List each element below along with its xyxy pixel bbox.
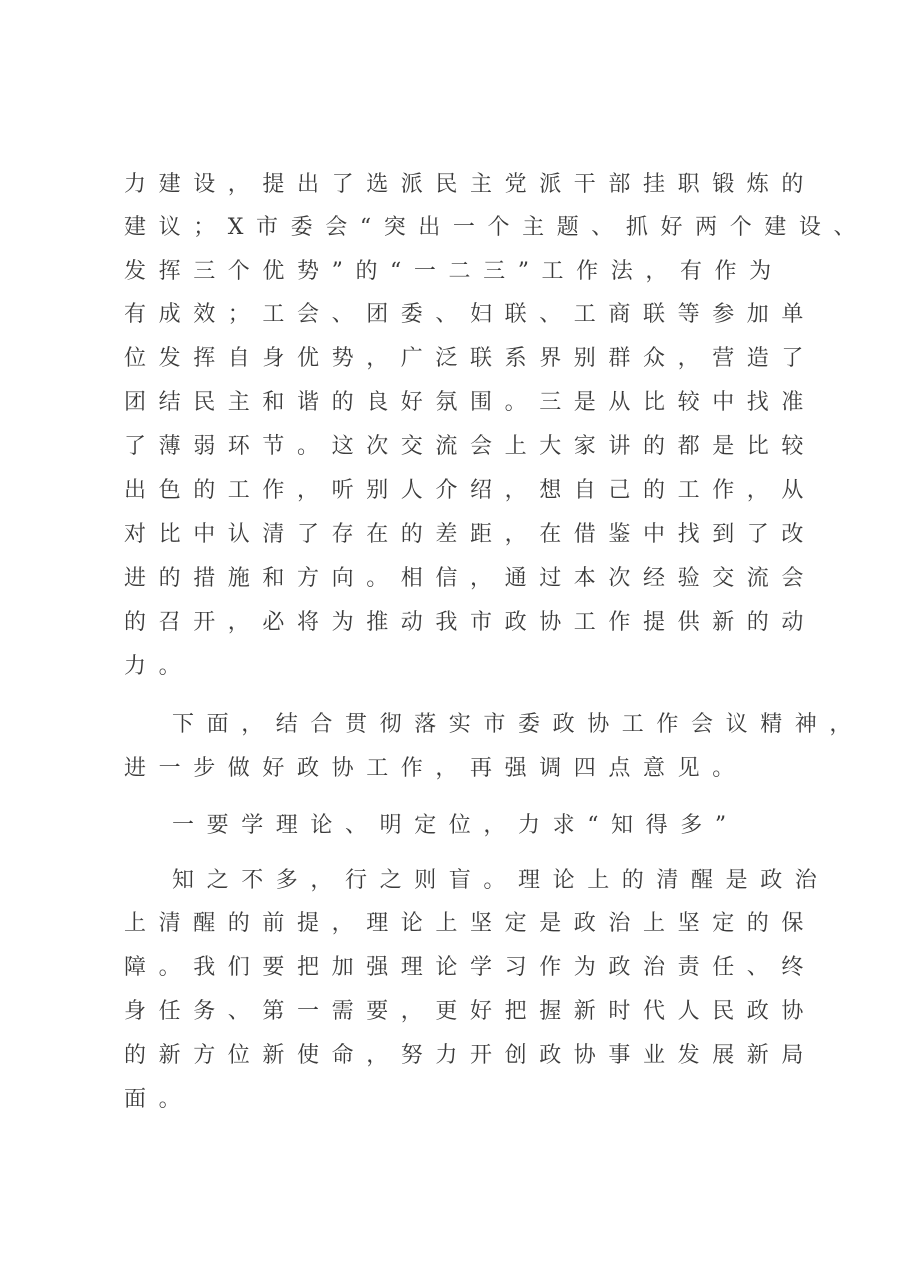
paragraph-line: 的新方位新使命，努力开创政协事业发展新局 [124, 1043, 817, 1068]
paragraph-line: 力。 [124, 654, 194, 679]
paragraph-line: 建议；X市委会“突出一个主题、抓好两个建设、 [124, 215, 869, 240]
paragraph-line: 的召开，必将为推动我市政协工作提供新的动 [124, 610, 817, 635]
paragraph-line: 位发挥自身优势，广泛联系界别群众，营造了 [124, 346, 817, 371]
paragraph-line: 障。我们要把加强理论学习作为政治责任、终 [124, 955, 817, 980]
paragraph-line: 了薄弱环节。这次交流会上大家讲的都是比较 [124, 434, 817, 459]
paragraph-line: 对比中认清了存在的差距，在借鉴中找到了改 [124, 522, 817, 547]
paragraph-line: 面。 [124, 1087, 194, 1112]
paragraph-line: 力建设，提出了选派民主党派干部挂职锻炼的 [124, 172, 817, 197]
paragraph-line: 上清醒的前提，理论上坚定是政治上坚定的保 [124, 911, 817, 936]
paragraph-line: 团结民主和谐的良好氛围。三是从比较中找准 [124, 390, 817, 415]
section-heading: 一要学理论、明定位，力求“知得多” [172, 813, 739, 838]
paragraph-line: 下面，结合贯彻落实市委政协工作会议精神， [172, 712, 865, 737]
paragraph-line: 有成效；工会、团委、妇联、工商联等参加单 [124, 302, 817, 327]
paragraph-line: 进的措施和方向。相信，通过本次经验交流会 [124, 566, 817, 591]
paragraph-line: 进一步做好政协工作，再强调四点意见。 [124, 756, 747, 781]
paragraph-line: 知之不多，行之则盲。理论上的清醒是政治 [172, 868, 830, 893]
paragraph-line: 出色的工作，听别人介绍，想自己的工作，从 [124, 478, 817, 503]
paragraph-line: 发挥三个优势”的“一二三”工作法，有作为 [124, 259, 784, 284]
paragraph-line: 身任务、第一需要，更好把握新时代人民政协 [124, 999, 817, 1024]
